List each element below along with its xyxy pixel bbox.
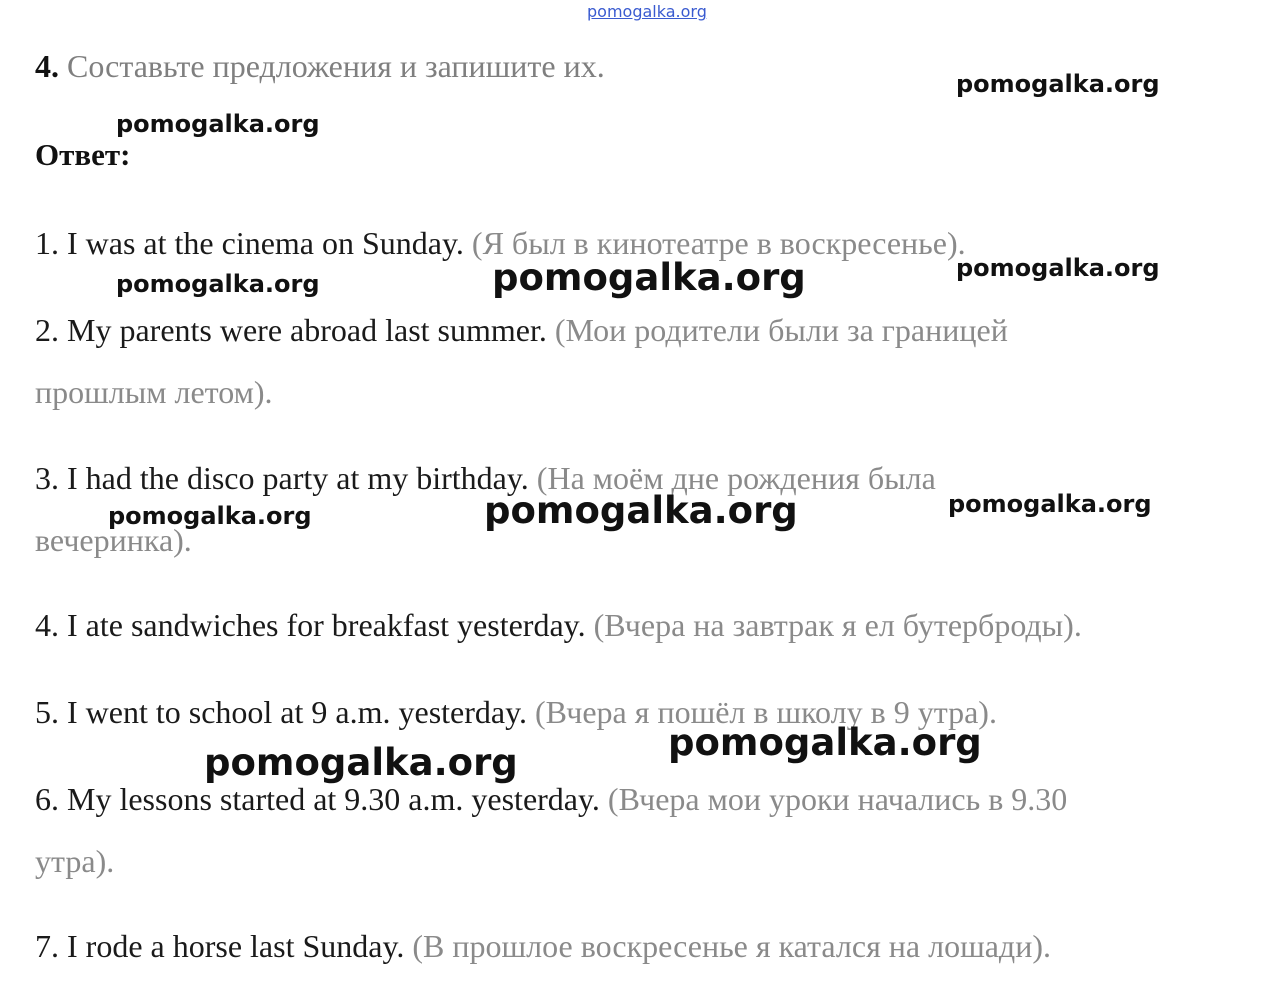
watermark: pomogalka.org bbox=[484, 489, 798, 532]
task-number: 4. bbox=[35, 48, 59, 84]
answer-item-4 bbox=[35, 605, 1082, 645]
answer-item-3-translation: (На моём дне рождения была bbox=[536, 460, 936, 496]
answer-item-2-translation-cont: прошлым летом). bbox=[35, 374, 273, 410]
answer-item-2-english: 2. My parents were abroad last summer. bbox=[35, 312, 547, 348]
answer-item-2-translation: (Мои родители были за границей bbox=[554, 312, 1008, 348]
answer-item-6-translation: (Вчера мои уроки начались в 9.30 bbox=[607, 781, 1068, 817]
answer-item-4-english: 4. I ate sandwiches for breakfast yesterday. bbox=[35, 607, 586, 643]
answer-item-6 bbox=[35, 779, 1067, 819]
answer-item-7-english: 7. I rode a horse last Sunday. bbox=[35, 928, 405, 964]
answer-item-7-translation: (В прошлое воскресенье я катался на лошади). bbox=[412, 928, 1051, 964]
task-heading bbox=[35, 48, 605, 85]
watermark: pomogalka.org bbox=[492, 256, 806, 299]
watermark: pomogalka.org bbox=[108, 502, 312, 530]
watermark: pomogalka.org bbox=[948, 490, 1152, 518]
top-watermark-link[interactable]: pomogalka.org bbox=[587, 2, 707, 21]
answer-item-1-translation: (Я был в кинотеатре в воскресенье). bbox=[471, 225, 966, 261]
answer-item-1-english: 1. I was at the cinema on Sunday. bbox=[35, 225, 464, 261]
answer-item-6-continued bbox=[35, 841, 114, 881]
answer-item-2 bbox=[35, 310, 1008, 350]
watermark: pomogalka.org bbox=[116, 110, 320, 138]
watermark: pomogalka.org bbox=[116, 270, 320, 298]
answer-item-3-translation-cont: вечеринка). bbox=[35, 522, 192, 558]
answer-item-3-english: 3. I had the disco party at my birthday. bbox=[35, 460, 529, 496]
answer-item-2-continued bbox=[35, 372, 273, 412]
answer-item-6-english: 6. My lessons started at 9.30 a.m. yesterday. bbox=[35, 781, 600, 817]
answer-item-5-translation: (Вчера я пошёл в школу в 9 утра). bbox=[535, 694, 997, 730]
answer-item-5-english: 5. I went to school at 9 a.m. yesterday. bbox=[35, 694, 528, 730]
task-instruction: Составьте предложения и запишите их. bbox=[67, 48, 605, 84]
watermark: pomogalka.org bbox=[668, 721, 982, 764]
answer-item-4-translation: (Вчера на завтрак я ел бутерброды). bbox=[593, 607, 1082, 643]
answer-label: Ответ: bbox=[35, 137, 131, 172]
watermark: pomogalka.org bbox=[956, 254, 1160, 282]
answer-item-7 bbox=[35, 926, 1051, 966]
watermark: pomogalka.org bbox=[956, 70, 1160, 98]
answer-item-6-translation-cont: утра). bbox=[35, 843, 115, 879]
watermark: pomogalka.org bbox=[204, 741, 518, 784]
